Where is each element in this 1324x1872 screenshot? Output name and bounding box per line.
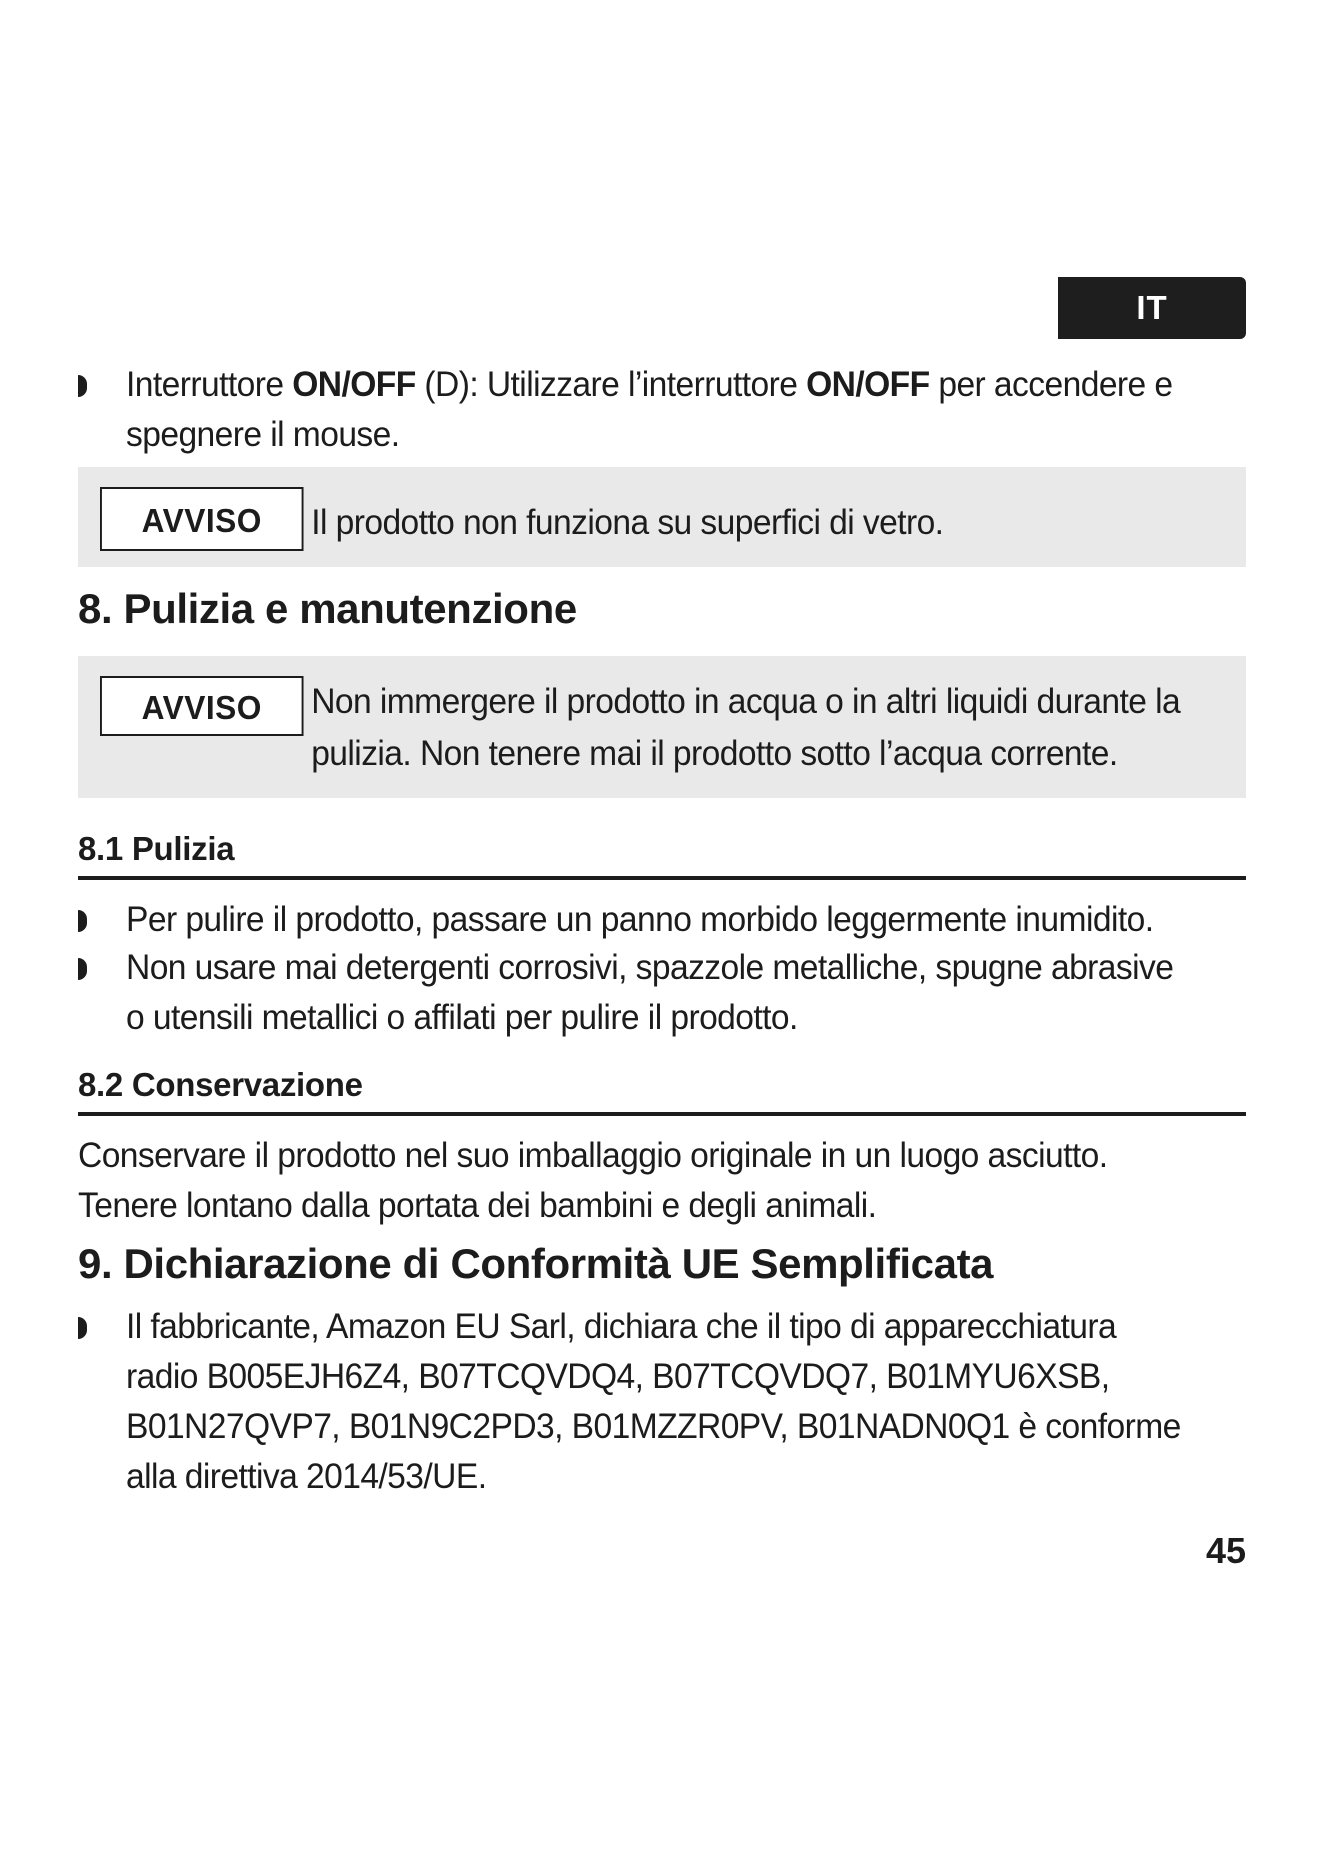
onoff-switch-text: Interruttore ON/OFF (D): Utilizzare l’interruttore ON/OFF per accendere e spegnere il mouse. xyxy=(126,365,1173,454)
notice-box-water xyxy=(78,656,1246,798)
subsection-title-cleaning: 8.1 Pulizia xyxy=(78,830,1246,880)
notice-label: AVVISO xyxy=(100,676,304,736)
page-number: 45 xyxy=(1205,1530,1246,1571)
section-title-cleaning: 8. Pulizia e manutenzione xyxy=(78,585,577,632)
language-tab: IT xyxy=(1058,277,1246,339)
bullet-icon xyxy=(78,375,87,397)
notice-text: Il prodotto non funziona su superfici di vetro. xyxy=(311,503,944,542)
conformity-text: Il fabbricante, Amazon EU Sarl, dichiara che il tipo di apparecchiatura radio B005EJH6Z4, B07TCQVDQ4, B07TCQVDQ7, B01MYU6XSB, B01N27QVP7, B01N9C2PD3, B01MZZR0PV, B01NADN0Q1 è conforme alla direttiva 2014/53/UE. xyxy=(126,1307,1181,1496)
section-title-conformity: 9. Dichiarazione di Conformità UE Semplificata xyxy=(78,1240,994,1287)
notice-box-glass xyxy=(78,467,1246,567)
bullet-icon xyxy=(78,1317,87,1339)
bullet-icon xyxy=(78,910,87,932)
bullet-icon xyxy=(78,958,87,980)
storage-text: Conservare il prodotto nel suo imballaggio originale in un luogo asciutto. Tenere lontano dalla portata dei bambini e degli animali. xyxy=(78,1136,1108,1225)
subsection-title-storage: 8.2 Conservazione xyxy=(78,1066,1246,1116)
cleaning-text-2: Non usare mai detergenti corrosivi, spazzole metalliche, spugne abrasive o utensili metallici o affilati per pulire il prodotto. xyxy=(126,948,1174,1037)
notice-label: AVVISO xyxy=(100,487,304,551)
notice-text: Non immergere il prodotto in acqua o in altri liquidi durante la pulizia. Non tenere mai il prodotto sotto l’acqua corrente. xyxy=(311,682,1181,773)
cleaning-text-1: Per pulire il prodotto, passare un panno morbido leggermente inumidito. xyxy=(126,900,1154,939)
